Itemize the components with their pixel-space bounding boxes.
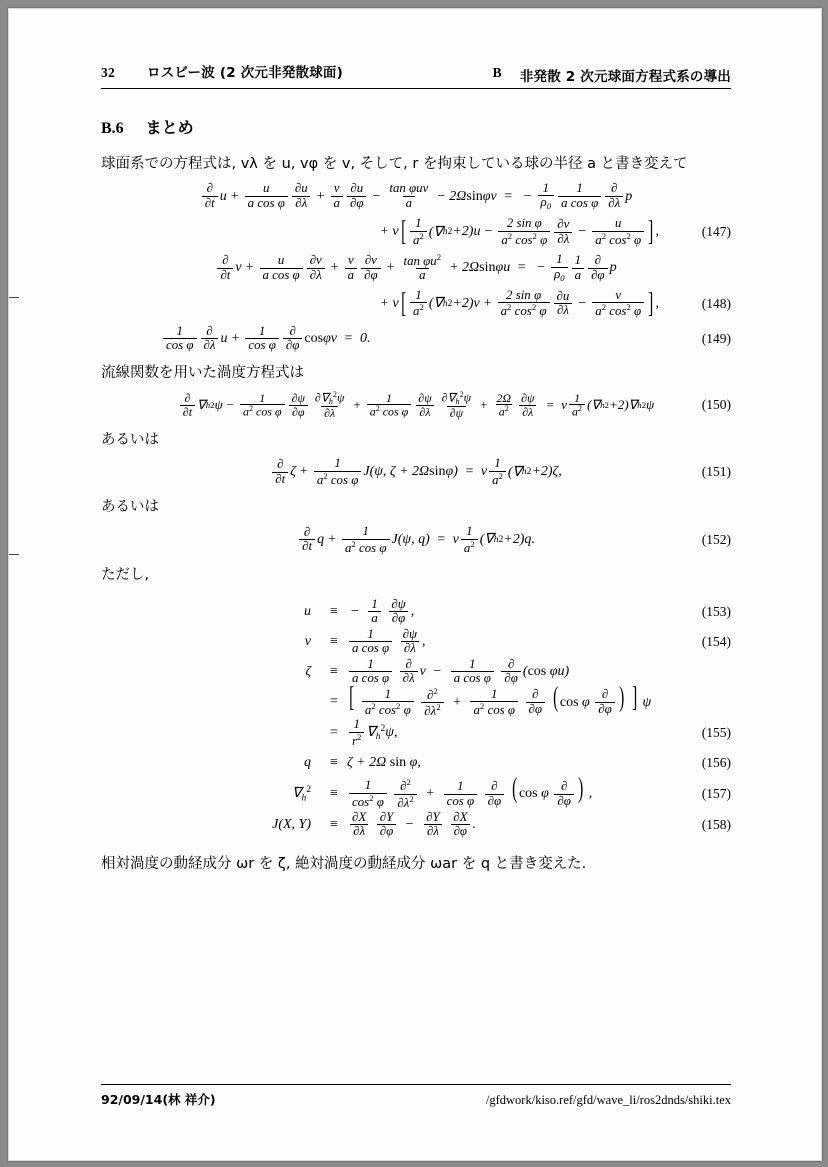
equation-158: J(X, Y) ≡ $\frac{\partial X}{\partial\lambda}$ $\frac{\partial Y}{\partial\varphi}$ − $\frac{\partial Y}{\partial\lambda}$ $\frac{\partial X}{\partial\varphi}$ . (158) — [272, 809, 731, 839]
paragraph-alt1: あるいは — [101, 431, 159, 448]
equation-153: u ≡ − $\frac{1}{a}$ $\frac{\partial\psi}{\partial\varphi}$ , (153) — [304, 596, 731, 626]
paragraph-stream: 流線関数を用いた渦度方程式は — [101, 364, 304, 381]
equation-tag-150: (150) — [701, 397, 731, 413]
running-head-left: ロスビー波 (2 次元非発散球面) — [147, 65, 343, 81]
equation-tag-148: (148) — [701, 295, 731, 311]
equation-148-line2: + ν [ $\frac{1}{a^2}$ (∇ h 2 +2)v + $\frac{\text{2 sin φ}}{a^2 \cos^2 \varphi}$ $\frac{\partial u}{\partial\lambda}$ − $\frac{v}{a^2 \cos^2 \varphi}$ ] , (148) — [380, 287, 731, 319]
equation-tag-147: (147) — [701, 224, 731, 240]
paragraph-however: ただし, — [101, 566, 150, 583]
appendix-label: B — [492, 65, 502, 80]
paragraph-alt2: あるいは — [101, 499, 159, 516]
document-page — [8, 8, 822, 1161]
section-title: まとめ — [145, 118, 194, 137]
footer-rule — [101, 1084, 731, 1085]
equation-tag-153: (153) — [701, 603, 731, 619]
equation-tag-152: (152) — [701, 531, 731, 547]
definitions-block — [101, 597, 731, 840]
equation-tag-149: (149) — [701, 330, 731, 346]
equation-149: $\frac{1}{\text{cos φ}}$ $\frac{\partial}{\partial\lambda}$ u + $\frac{1}{\text{cos φ}}$ $\frac{\partial}{\partial\varphi}$ cos φv = 0. (149) — [101, 325, 731, 353]
equation-156: q ≡ ζ + 2Ω sin φ, (156) — [304, 755, 731, 771]
running-head-right: 非発散 2 次元球面方程式系の導出 — [519, 69, 731, 85]
margin-tick — [9, 554, 19, 555]
equation-147-line2: + ν [ $\frac{1}{a^2}$ (∇ h 2 +2)u − $\frac{\text{2 sin φ}}{a^2 \cos^2 \varphi}$ $\frac{\partial v}{\partial\lambda}$ − $\frac{u}{a^2 \cos^2 \varphi}$ ] , (147) — [380, 215, 731, 247]
page-number: 32 — [101, 65, 115, 80]
equation-155-line2: = [ $\frac{1}{a^2 \cos^2 \varphi}$ $\frac{\partial^2}{\partial\lambda^2}$ + $\frac{1}{a^2 \cos \varphi}$ $\frac{\partial}{\partial\varphi}$ ( cos φ $\frac{\partial}{\partial\varphi}$ ) ] ψ — [330, 681, 652, 718]
equation-tag-158: (158) — [701, 816, 731, 832]
equation-tag-154: (154) — [701, 633, 731, 649]
equation-157: $\nabla_h^2$ ≡ $\frac{1}{\cos^2 \varphi}$ $\frac{\partial^2}{\partial\lambda^2}$ + $\frac{1}{\text{cos φ}}$ $\frac{\partial}{\partial\varphi}$ ( cos φ $\frac{\partial}{\partial\varphi}$ ) , (157) — [292, 773, 731, 810]
equation-148-line1: $\frac{\partial}{\partial t}$ v + $\frac{u}{\text{a cos φ}}$ $\frac{\partial v}{\partial\lambda}$ + $\frac{v}{a}$ $\frac{\partial v}{\partial\varphi}$ + $\frac{\tan \varphi u^2}{a}$ + 2Ω sin φu = − $\frac{1}{\rho_0}$ $\frac{1}{a}$ $\frac{\partial}{\partial\varphi}$ p — [101, 253, 731, 283]
equation-155-line1: ζ ≡ $\frac{1}{\text{a cos φ}}$ $\frac{\partial}{\partial\lambda}$ v − $\frac{1}{\text{a cos φ}}$ $\frac{\partial}{\partial\varphi}$ (cos φu) — [305, 656, 570, 686]
equation-147-line1: $\frac{\partial}{\partial t}$ u + $\frac{u}{\text{a cos φ}}$ $\frac{\partial u}{\partial\lambda}$ + $\frac{v}{a}$ $\frac{\partial u}{\partial\varphi}$ − $\frac{\text{tan φuv}}{a}$ − 2Ω sin φv = − $\frac{1}{\rho_0}$ $\frac{1}{\text{a cos φ}}$ $\frac{\partial}{\partial\lambda}$ p — [101, 182, 731, 212]
header-rule — [101, 88, 731, 89]
equation-154: v ≡ $\frac{1}{\text{a cos φ}}$ $\frac{\partial\psi}{\partial\lambda}$ , (154) — [304, 626, 731, 656]
section-heading — [101, 115, 731, 138]
paragraph-closing: 相対渦度の動経成分 ωr を ζ, 絶対渦度の動経成分 ωar を q と書き変えた. — [101, 855, 587, 872]
equation-tag-155: (155) — [701, 725, 731, 741]
footer-date: 92/09/14(林 祥介) — [101, 1092, 216, 1107]
equation-tag-156: (156) — [701, 755, 731, 771]
equation-152: $\frac{\partial}{\partial t}$ q + $\frac{1}{a^2 \cos \varphi}$ J(ψ, q) = ν $\frac{1}{a^2}$ (∇ h 2 +2)q. (152) — [101, 525, 731, 555]
equation-tag-151: (151) — [701, 464, 731, 480]
section-number: B.6 — [101, 120, 124, 137]
equation-150: $\frac{\partial}{\partial t}$ ∇ h 2 ψ − $\frac{1}{a^2 \cos \varphi}$ $\frac{\partial\psi}{\partial\varphi}$ $\frac{\partial\nabla_h^2\psi}{\partial\lambda}$ + $\frac{1}{a^2 \cos \varphi}$ $\frac{\partial\psi}{\partial\lambda}$ $\frac{\partial\nabla_h^2\psi}{\partial\psi}$ + $\frac{2\Omega}{a^2}$ $\frac{\partial\psi}{\partial\lambda}$ = ν $\frac{1}{a^2}$ (∇ h 2 +2)∇ h 2 ψ (150) — [101, 391, 731, 420]
equation-151: $\frac{\partial}{\partial t}$ ζ + $\frac{1}{a^2 \cos \varphi}$ J(ψ, ζ + 2Ω sin φ) = ν $\frac{1}{a^2}$ (∇ h 2 +2)ζ, (151) — [101, 457, 731, 487]
margin-tick — [9, 297, 19, 298]
paragraph-intro: 球面系での方程式は, vλ を u, vφ を v, そして, r を拘束している球の半径 a と書き変えて — [101, 156, 688, 172]
running-head — [101, 61, 731, 85]
equation-tag-157: (157) — [701, 786, 731, 802]
equation-155-line3: = $\frac{1}{r^2}$ $\nabla_h^2\psi$, (155) — [330, 717, 731, 748]
page-footer — [101, 1084, 731, 1108]
page-body — [101, 61, 731, 882]
footer-path: /gfdwork/kiso.ref/gfd/wave_li/ros2dnds/shiki.tex — [485, 1093, 731, 1107]
